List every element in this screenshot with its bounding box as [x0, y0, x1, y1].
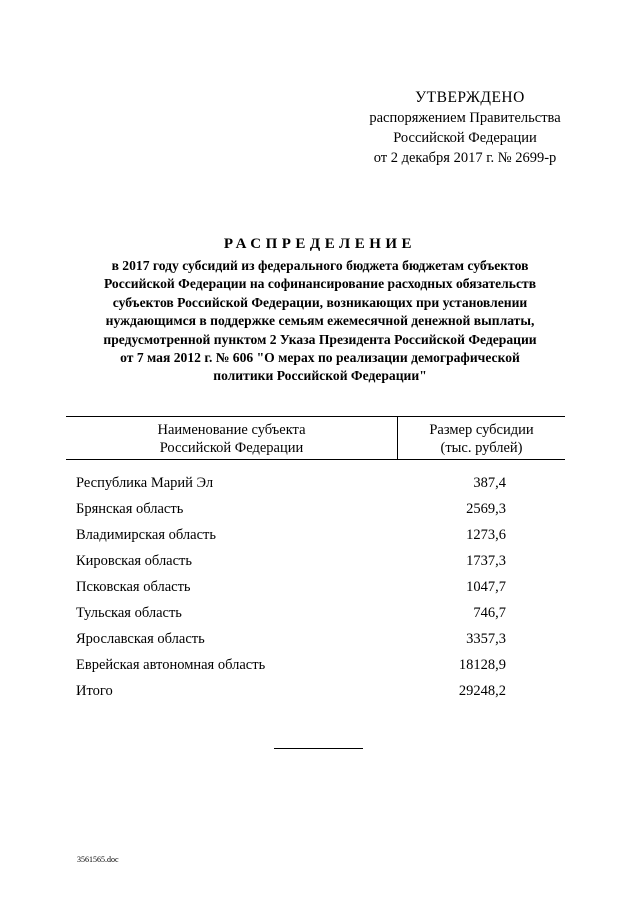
table-row: [66, 522, 565, 548]
header-name-line-2: Российской Федерации: [159, 440, 304, 456]
region-name: Тульская область: [76, 604, 182, 621]
region-name: Республика Марий Эл: [76, 474, 214, 491]
subsidy-value: 387,4: [473, 474, 506, 491]
document-subtitle: [60, 257, 580, 386]
subsidy-value: 746,7: [473, 604, 506, 621]
table-row: [66, 600, 565, 626]
subsidy-value: 18128,9: [458, 656, 506, 673]
subsidy-table: [66, 416, 565, 704]
subtitle-line-3: субъектов Российской Федерации, возникающих при установлении: [112, 294, 528, 310]
region-name: Владимирская область: [76, 526, 216, 543]
subsidy-value: 1737,3: [466, 552, 506, 569]
table-row: [66, 626, 565, 652]
document-title: РАСПРЕДЕЛЕНИЕ: [223, 236, 417, 252]
table-row: [66, 548, 565, 574]
table-header: [66, 416, 565, 460]
approval-line-3: от 2 декабря 2017 г. № 2699-р: [373, 150, 557, 166]
region-name: Кировская область: [76, 552, 193, 569]
table-row: [66, 574, 565, 600]
approval-line-2: Российской Федерации: [393, 130, 537, 146]
region-name: Псковская область: [76, 578, 191, 595]
subtitle-line-7: политики Российской Федерации": [213, 368, 427, 384]
region-name: Еврейская автономная область: [76, 656, 266, 673]
subtitle-line-1: в 2017 году субсидий из федерального бюджета бюджетам субъектов: [111, 258, 529, 273]
subtitle-line-5: предусмотренной пунктом 2 Указа Президента Российской Федерации: [103, 331, 537, 347]
end-separator-line: [274, 748, 363, 749]
subsidy-value: 1047,7: [466, 578, 506, 595]
header-value-line-1: Размер субсидии: [429, 422, 534, 438]
approval-block: [330, 88, 600, 168]
subsidy-value: 2569,3: [466, 500, 506, 517]
table-row: [66, 470, 565, 496]
subtitle-line-2: Российской Федерации на софинансирование расходных обязательств: [103, 276, 537, 292]
total-value: 29248,2: [458, 682, 506, 699]
region-name: Ярославская область: [76, 630, 205, 647]
header-name-column: [66, 417, 398, 459]
subtitle-line-4: нуждающимся в поддержке семьям ежемесячной денежной выплаты,: [105, 313, 535, 329]
table-body: [66, 470, 565, 704]
table-row: [66, 496, 565, 522]
subsidy-value: 3357,3: [466, 630, 506, 647]
approval-line-1: распоряжением Правительства: [369, 110, 561, 126]
header-value-column: [398, 417, 565, 459]
region-name: Брянская область: [76, 500, 184, 517]
total-label: Итого: [76, 682, 113, 699]
subsidy-value: 1273,6: [466, 526, 506, 543]
subtitle-line-6: от 7 мая 2012 г. № 606 "О мерах по реализации демографической: [120, 350, 520, 366]
table-row-total: [66, 678, 565, 704]
header-value-line-2: (тыс. рублей): [440, 440, 523, 456]
file-reference: 3561565.doc: [77, 855, 119, 864]
approved-stamp: УТВЕРЖДЕНО: [415, 89, 525, 106]
header-name-line-1: Наименование субъекта: [157, 422, 306, 438]
table-row: [66, 652, 565, 678]
